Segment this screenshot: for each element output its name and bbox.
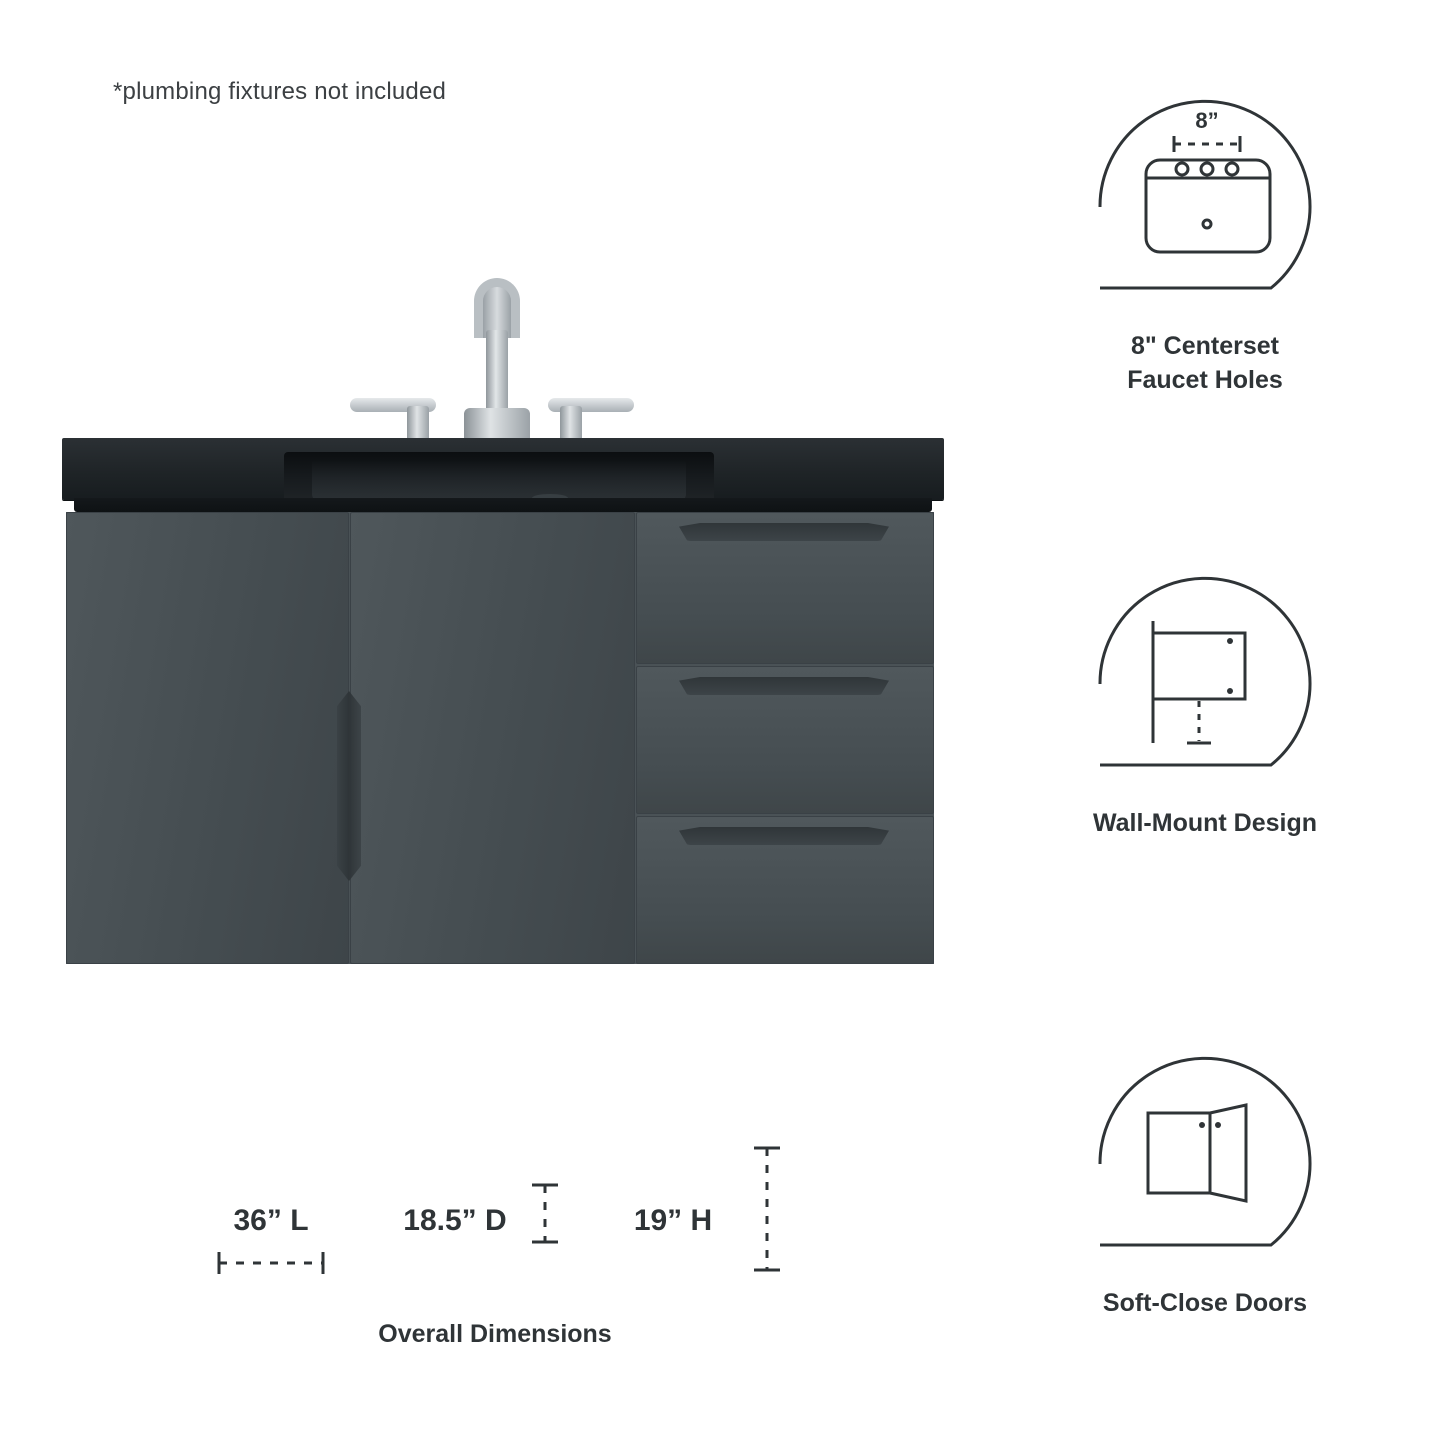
- cabinet-door-right: [350, 512, 635, 964]
- dimensions-group: [175, 1130, 815, 1370]
- wall-mount-icon: [1040, 575, 1370, 793]
- product-illustration: [62, 270, 952, 970]
- drawer-pull: [679, 677, 889, 695]
- cabinet-door-left: [66, 512, 349, 964]
- drawer-top: [636, 512, 934, 664]
- sink-basin-inner: [312, 460, 686, 502]
- countertop-lip: [74, 498, 932, 512]
- drawer-pull: [679, 523, 889, 541]
- drawer-middle: [636, 666, 934, 814]
- sink-faucet-holes-icon: [1040, 98, 1370, 316]
- feature-caption: [1040, 330, 1370, 398]
- plumbing-disclaimer: *plumbing fixtures not included: [113, 78, 447, 105]
- dimension-label-depth: 18.5” D: [403, 1204, 507, 1237]
- feature-caption: Soft-Close Doors: [1102, 1289, 1308, 1317]
- drawer-pull: [679, 827, 889, 845]
- feature-soft-close-doors: [1040, 1055, 1370, 1321]
- feature-faucet-holes: [1040, 98, 1370, 398]
- faucet-spout-icon: [474, 278, 520, 418]
- drawer-bottom: [636, 816, 934, 964]
- dimension-label-height: 19” H: [633, 1204, 713, 1237]
- door-handle: [337, 691, 361, 881]
- dimension-label-length: 36” L: [233, 1204, 309, 1237]
- feature-caption-line1: 8" Centerset: [1130, 332, 1280, 360]
- dimensions-diagram: [175, 1130, 815, 1320]
- cabinet-body: [66, 512, 934, 964]
- faucet-hole-badge-label: 8”: [1195, 108, 1219, 133]
- feature-wall-mount: [1040, 575, 1370, 841]
- dimensions-caption: Overall Dimensions: [378, 1320, 612, 1348]
- feature-caption-line2: Faucet Holes: [1127, 365, 1283, 394]
- feature-caption: Wall-Mount Design: [1092, 809, 1318, 837]
- soft-close-door-icon: [1040, 1055, 1370, 1273]
